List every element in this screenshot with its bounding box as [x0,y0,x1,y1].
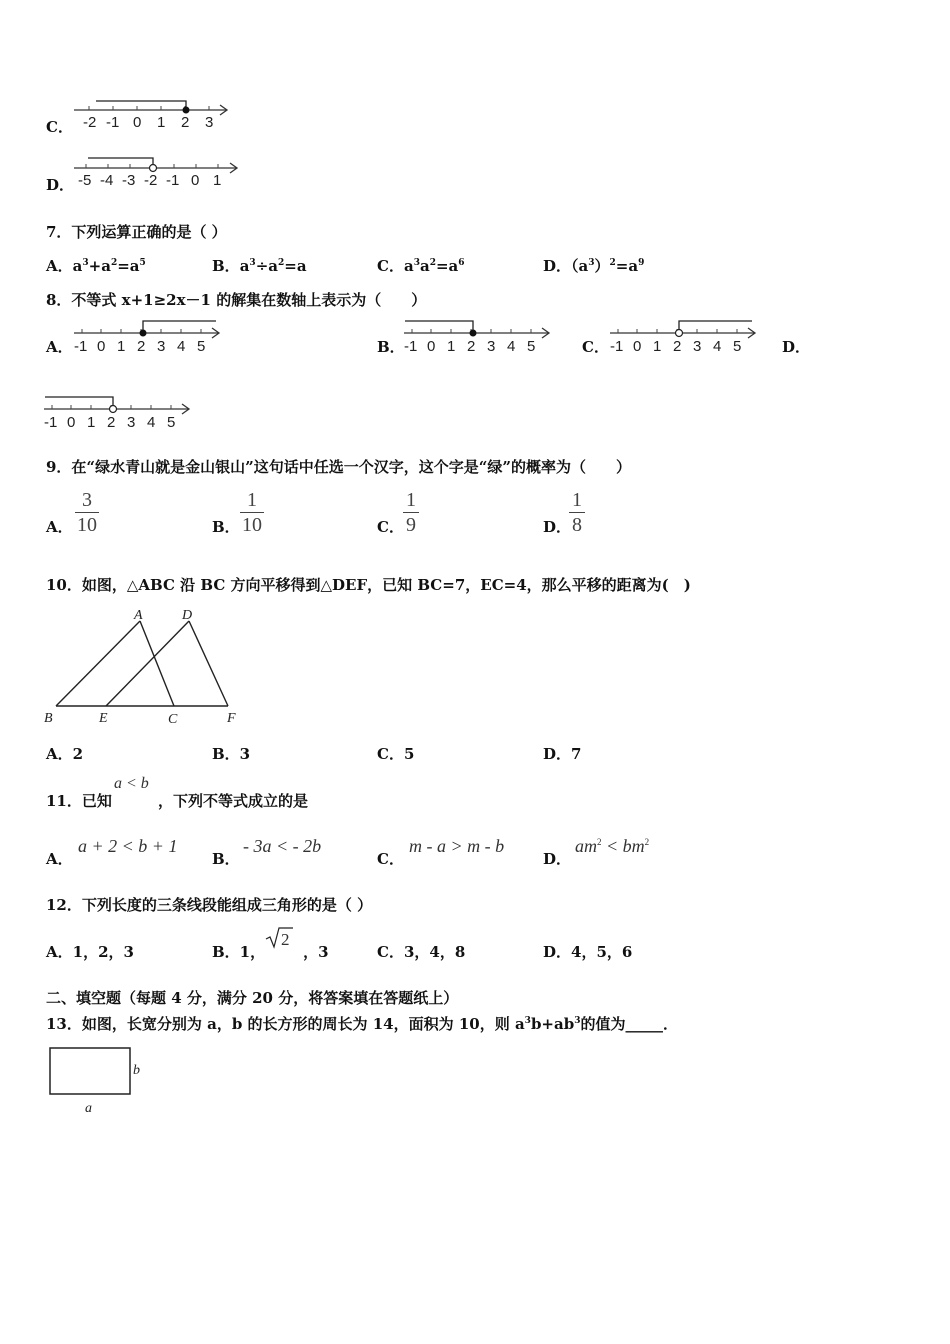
q6c-tick: -2 [83,114,97,131]
q11-option-d-label[interactable]: D． [543,850,572,868]
q6d-tick: -3 [122,172,136,189]
svg-text:-1: -1 [44,414,58,431]
label-a: A [134,608,143,623]
section-2-title: 二、填空题（每题 4 分，满分 20 分，将答案填在答题纸上） [46,989,459,1007]
q6-option-c-label[interactable]: C． [46,118,73,136]
label-b: b [133,1063,140,1078]
q12-stem: 12．下列长度的三条线段能组成三角形的是（ ） [46,896,373,914]
q6d-tick: -5 [78,172,92,189]
q11-stem-pre: 11．已知 [46,792,112,810]
q9-option-d-fraction: 1 8 [569,489,585,536]
svg-text:3: 3 [693,338,702,355]
svg-text:1: 1 [87,414,96,431]
q7-option-b[interactable]: B．$a^3\div a^2=a$ [212,257,307,275]
q6d-tick: -4 [100,172,114,189]
svg-text:0: 0 [97,338,106,355]
q6c-tick: -1 [106,114,120,131]
q12-option-a[interactable]: A．1，2，3 [46,943,134,961]
svg-text:5: 5 [527,338,536,355]
q12-option-c[interactable]: C．3，4，8 [377,943,466,961]
q13-rectangle-figure [44,1044,148,1118]
q9-option-a-label[interactable]: A． [46,518,73,536]
q11-option-a-label[interactable]: A． [46,850,73,868]
svg-text:-1: -1 [404,338,418,355]
q6-option-d-number-line [72,152,244,190]
q8-option-a-label[interactable]: A． [46,338,73,356]
q11-option-c-expr: m - a > m - b [409,836,505,856]
label-a: a [85,1101,92,1116]
q8-stem: 8．不等式 x+1≥2x－1 的解集在数轴上表示为（ ） [46,291,427,309]
svg-text:2: 2 [673,338,682,355]
svg-text:-1: -1 [74,338,88,355]
q10-option-c[interactable]: C．5 [377,745,415,763]
q6c-tick: 3 [205,114,214,131]
q6d-tick: -2 [144,172,158,189]
q12-option-b[interactable]: B．1， ，3 [212,943,329,961]
svg-text:3: 3 [157,338,166,355]
q11-stem-post: ，下列不等式成立的是 [158,792,309,810]
svg-text:4: 4 [507,338,516,355]
q9-option-b-fraction: 1 10 [242,489,262,536]
q9-option-b-label[interactable]: B． [212,518,240,536]
q10-stem: 10．如图，△ABC 沿 BC 方向平移得到△DEF，已知 BC=7，EC=4，那么平移的距离为( ) [46,576,691,594]
svg-text:3: 3 [127,414,136,431]
sqrt-icon [264,925,294,951]
svg-text:5: 5 [733,338,742,355]
q8-option-c-number-line [608,316,762,356]
q10-option-a[interactable]: A．2 [46,745,84,763]
label-d: D [182,608,193,623]
svg-text:5: 5 [167,414,176,431]
q11-option-b-label[interactable]: B． [212,850,240,868]
q11-condition: a < b [114,775,149,792]
label-b: B [44,711,53,726]
svg-text:1: 1 [447,338,456,355]
q11-option-c-label[interactable]: C． [377,850,404,868]
q6c-tick: 1 [157,114,166,131]
q9-option-c-fraction: 1 9 [403,489,419,536]
label-c: C [168,712,178,727]
q9-option-c-label[interactable]: C． [377,518,404,536]
svg-text:2: 2 [137,338,146,355]
q11-option-a-expr: a + 2 < b + 1 [78,836,178,856]
q8-option-b-number-line [402,316,556,356]
q7-option-d[interactable]: D．$(a^3)^2=a^9$ [543,257,645,275]
svg-text:1: 1 [117,338,126,355]
svg-text:0: 0 [633,338,642,355]
svg-text:3: 3 [487,338,496,355]
q11-option-d-expr: $am^2 < bm^2$ [575,836,650,856]
q13-stem: 13．如图，长宽分别为 a，b 的长方形的周长为 14，面积为 10，则 $a^3b+ab^3$的值为_____． [46,1015,678,1033]
q10-option-d[interactable]: D．7 [543,745,582,763]
q6d-tick: 1 [213,172,222,189]
svg-text:4: 4 [177,338,186,355]
q8-option-c-label[interactable]: C． [582,338,609,356]
q11-option-b-expr: - 3a < - 2b [243,836,322,856]
svg-text:5: 5 [197,338,206,355]
q8-option-b-label[interactable]: B． [377,338,405,356]
q7-stem: 7．下列运算正确的是（ ） [46,223,227,241]
svg-text:-1: -1 [610,338,624,355]
q9-option-d-label[interactable]: D． [543,518,572,536]
svg-text:2: 2 [467,338,476,355]
svg-text:4: 4 [713,338,722,355]
label-e: E [99,711,108,726]
svg-text:0: 0 [427,338,436,355]
q10-triangle-figure [40,604,250,730]
q7-option-c[interactable]: C．$a^3a^2=a^6$ [377,257,465,275]
q6d-tick: -1 [166,172,180,189]
q6-option-c-number-line [72,96,234,132]
sqrt-radicand: 2 [281,930,290,949]
q6c-tick: 2 [181,114,190,131]
svg-text:0: 0 [67,414,76,431]
svg-text:1: 1 [653,338,662,355]
q8-option-d-number-line [42,392,198,432]
q12-option-d[interactable]: D．4，5，6 [543,943,633,961]
q9-option-a-fraction: 3 10 [77,489,97,536]
q7-option-a[interactable]: A．$a^3+a^2=a^5$ [46,257,146,275]
q6c-tick: 0 [133,114,142,131]
q8-option-a-number-line [72,316,226,356]
q9-stem: 9．在“绿水青山就是金山银山”这句话中任选一个汉字，这个字是“绿”的概率为（ ） [46,458,631,476]
svg-text:2: 2 [107,414,116,431]
q8-option-d-label[interactable]: D． [782,338,811,356]
q6d-tick: 0 [191,172,200,189]
q10-option-b[interactable]: B．3 [212,745,251,763]
svg-text:4: 4 [147,414,156,431]
q6-option-d-label[interactable]: D． [46,176,75,194]
label-f: F [227,711,236,726]
